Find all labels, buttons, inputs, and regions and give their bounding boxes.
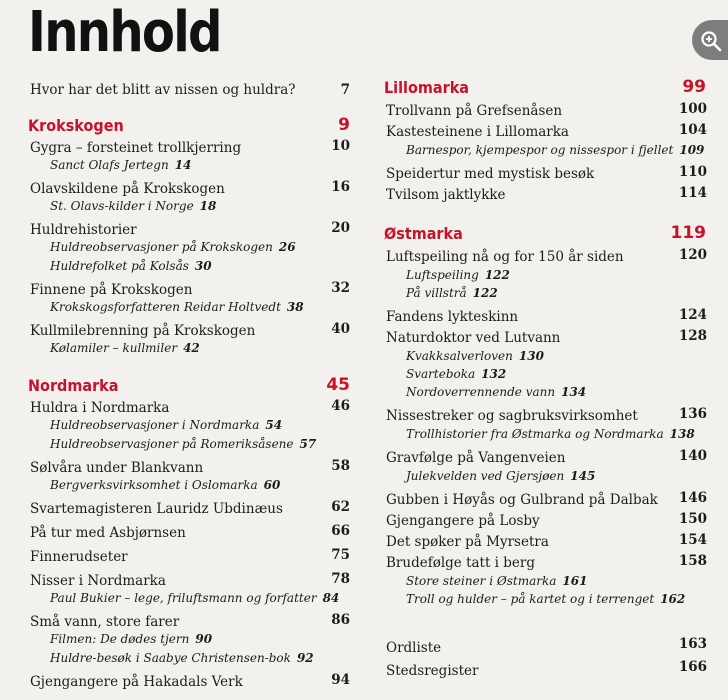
toc-entry-title: Huldra i Nordmarka: [30, 400, 170, 416]
toc-sub-entry: [50, 341, 200, 355]
toc-sub-page: 132: [481, 367, 507, 381]
toc-sub-title: Trollhistorier fra Østmarka og Nordmarka: [406, 427, 664, 441]
toc-entry-title: Kullmilebrenning på Krokskogen: [30, 323, 256, 339]
toc-sub-entry: [406, 469, 595, 483]
toc-sub-page: 18: [199, 199, 217, 213]
toc-entry-page: 158: [678, 553, 707, 569]
toc-entry-title: Gravfølge på Vangenveien: [386, 450, 566, 466]
toc-entry-page: 110: [678, 164, 707, 180]
toc-entry-title: Svartemagisteren Lauridz Ubdinæus: [30, 501, 283, 517]
toc-sub-page: 54: [265, 418, 283, 432]
toc-entry-page: 66: [331, 523, 350, 539]
toc-entry-page: 114: [678, 185, 707, 201]
toc-sub-entry: [406, 385, 586, 399]
toc-entry-page: 136: [678, 406, 707, 422]
toc-entry-title: Finnene på Krokskogen: [30, 282, 193, 298]
toc-sub-entry: [50, 259, 212, 273]
toc-sub-title: Nordoverrennende vann: [406, 385, 556, 399]
toc-sub-page: 162: [660, 592, 686, 606]
toc-sub-title: På villstrå: [406, 286, 467, 300]
toc-entry-title: Brudefølge tatt i berg: [386, 555, 536, 571]
section-page: 99: [682, 77, 706, 97]
toc-sub-entry: [406, 574, 587, 588]
toc-sub-title: Troll og hulder – på kartet og i terrenget: [406, 592, 655, 606]
toc-entry-title: Det spøker på Myrsetra: [386, 534, 549, 550]
toc-sub-title: Huldreobservasjoner i Nordmarka: [50, 418, 260, 432]
toc-entry-title: Kastesteinene i Lillomarka: [386, 124, 569, 140]
toc-sub-page: 30: [194, 259, 212, 273]
toc-sub-title: Filmen: De dødes tjern: [50, 632, 190, 646]
toc-entry-page: 16: [331, 179, 350, 195]
toc-sub-entry: [50, 418, 282, 432]
toc-entry-title: Huldrehistorier: [30, 222, 137, 238]
toc-sub-entry: [406, 143, 704, 157]
toc-entry-page: 128: [678, 328, 707, 344]
toc-entry-title: Olavskildene på Krokskogen: [30, 181, 225, 197]
toc-sub-entry: [406, 367, 506, 381]
toc-entry-title: Naturdoktor ved Lutvann: [386, 330, 561, 346]
toc-sub-title: Bergverksvirksomhet i Oslomarka: [50, 478, 258, 492]
toc-entry-page: 140: [678, 448, 707, 464]
toc-sub-title: Huldreobservasjoner på Krokskogen: [50, 240, 273, 254]
toc-sub-title: Kølamiler – kullmiler: [50, 341, 178, 355]
toc-entry-page: 58: [331, 458, 350, 474]
toc-sub-title: St. Olavs-kilder i Norge: [50, 199, 194, 213]
toc-sub-page: 84: [322, 591, 340, 605]
toc-entry-title: Trollvann på Grefsenåsen: [386, 103, 563, 119]
toc-entry-title: Gygra – forsteinet trollkjerring: [30, 140, 242, 156]
toc-sub-entry: [406, 268, 510, 282]
toc-entry-title: På tur med Asbjørnsen: [30, 525, 186, 541]
toc-entry-title: Gjengangere på Losby: [386, 513, 540, 529]
toc-entry-page: 7: [340, 82, 350, 98]
toc-sub-title: Krokskogsforfatteren Reidar Holtvedt: [50, 300, 281, 314]
toc-sub-title: Julekvelden ved Gjersjøen: [406, 469, 565, 483]
toc-sub-title: Huldre-besøk i Saabye Christensen-bok: [50, 651, 291, 665]
toc-sub-page: 57: [299, 437, 317, 451]
toc-sub-page: 145: [570, 469, 596, 483]
toc-entry-page: 75: [331, 547, 350, 563]
section-heading: Nordmarka: [28, 376, 119, 395]
toc-sub-title: Sanct Olafs Jertegn: [50, 158, 169, 172]
toc-sub-entry: [50, 651, 314, 665]
toc-entry-page: 154: [678, 532, 707, 548]
section-page: 119: [670, 223, 706, 243]
toc-sub-entry: [50, 158, 191, 172]
zoom-button[interactable]: [692, 20, 728, 60]
toc-sub-page: 134: [561, 385, 587, 399]
toc-sub-title: Huldreobservasjoner på Romeriksåsene: [50, 437, 294, 451]
toc-entry-page: 10: [331, 138, 350, 154]
toc-sub-page: 122: [472, 286, 498, 300]
toc-sub-title: Barnespor, kjempespor og nissespor i fjellet: [406, 143, 674, 157]
toc-sub-entry: [50, 437, 316, 451]
toc-sub-title: Luftspeiling: [406, 268, 479, 282]
toc-sub-entry: [50, 478, 280, 492]
toc-entry-page: 94: [331, 672, 350, 688]
section-page: 45: [326, 375, 350, 395]
toc-entry-title: Fandens lykteskinn: [386, 309, 519, 325]
toc-entry-page: 146: [678, 490, 707, 506]
toc-entry-page: 86: [331, 612, 350, 628]
toc-entry-page: 40: [331, 321, 350, 337]
toc-entry-page: 163: [678, 636, 707, 652]
toc-sub-page: 130: [518, 349, 544, 363]
section-page: 9: [338, 115, 350, 135]
toc-entry-page: 104: [678, 122, 707, 138]
toc-sub-entry: [50, 300, 304, 314]
toc-entry-page: 120: [678, 247, 707, 263]
page-title: Innhold: [28, 0, 221, 65]
toc-sub-title: Kvakksalverloven: [406, 349, 513, 363]
toc-entry-title: Gjengangere på Hakadals Verk: [30, 674, 243, 690]
toc-entry-page: 124: [678, 307, 707, 323]
toc-sub-page: 90: [195, 632, 213, 646]
toc-sub-entry: [50, 199, 216, 213]
toc-sub-title: Huldrefolket på Kolsås: [50, 259, 189, 273]
toc-entry-title: Sølvåra under Blankvann: [30, 460, 204, 476]
toc-sub-page: 92: [296, 651, 314, 665]
toc-entry-title: Små vann, store farer: [30, 614, 180, 630]
toc-sub-page: 138: [669, 427, 695, 441]
toc-entry-page: 46: [331, 398, 350, 414]
section-heading: Lillomarka: [384, 78, 469, 97]
toc-entry-page: 62: [331, 499, 350, 515]
toc-sub-entry: [406, 592, 685, 606]
toc-sub-title: Paul Bukier – lege, friluftsmann og forfatter: [50, 591, 317, 605]
toc-sub-page: 14: [174, 158, 192, 172]
toc-entry-title: Gubben i Høyås og Gulbrand på Dalbak: [386, 492, 658, 508]
toc-entry-title: Nisser i Nordmarka: [30, 573, 166, 589]
toc-entry-page: 150: [678, 511, 707, 527]
toc-entry-page: 166: [678, 659, 707, 675]
toc-entry-page: 78: [331, 571, 350, 587]
toc-sub-entry: [406, 286, 498, 300]
toc-entry-page: 20: [331, 220, 350, 236]
toc-entry-title: Speidertur med mystisk besøk: [386, 166, 595, 182]
toc-entry-title: Finnerudseter: [30, 549, 128, 565]
toc-sub-page: 26: [278, 240, 296, 254]
toc-entry-title: Luftspeiling nå og for 150 år siden: [386, 249, 624, 265]
toc-entry-title: Tvilsom jaktlykke: [386, 187, 506, 203]
toc-entry-title: Ordliste: [386, 640, 442, 656]
toc-entry-title: Hvor har det blitt av nissen og huldra?: [30, 82, 296, 98]
toc-sub-page: 38: [286, 300, 304, 314]
zoom-in-icon: [700, 30, 722, 52]
toc-sub-title: Store steiner i Østmarka: [406, 574, 557, 588]
section-heading: Østmarka: [384, 224, 463, 243]
toc-sub-page: 42: [183, 341, 200, 355]
section-heading: Krokskogen: [28, 116, 124, 135]
toc-entry-title: Stedsregister: [386, 663, 479, 679]
toc-sub-page: 109: [679, 143, 705, 157]
toc-sub-title: Svarteboka: [406, 367, 476, 381]
toc-sub-entry: [406, 349, 544, 363]
toc-sub-entry: [50, 632, 212, 646]
toc-sub-entry: [406, 427, 695, 441]
toc-entry-title: Nissestreker og sagbruksvirksomhet: [386, 408, 638, 424]
toc-sub-page: 122: [484, 268, 510, 282]
toc-entry-page: 100: [678, 101, 707, 117]
toc-sub-page: 60: [263, 478, 281, 492]
toc-entry-page: 32: [331, 280, 350, 296]
toc-sub-entry: [50, 240, 296, 254]
toc-sub-entry: [50, 591, 339, 605]
toc-sub-page: 161: [562, 574, 588, 588]
